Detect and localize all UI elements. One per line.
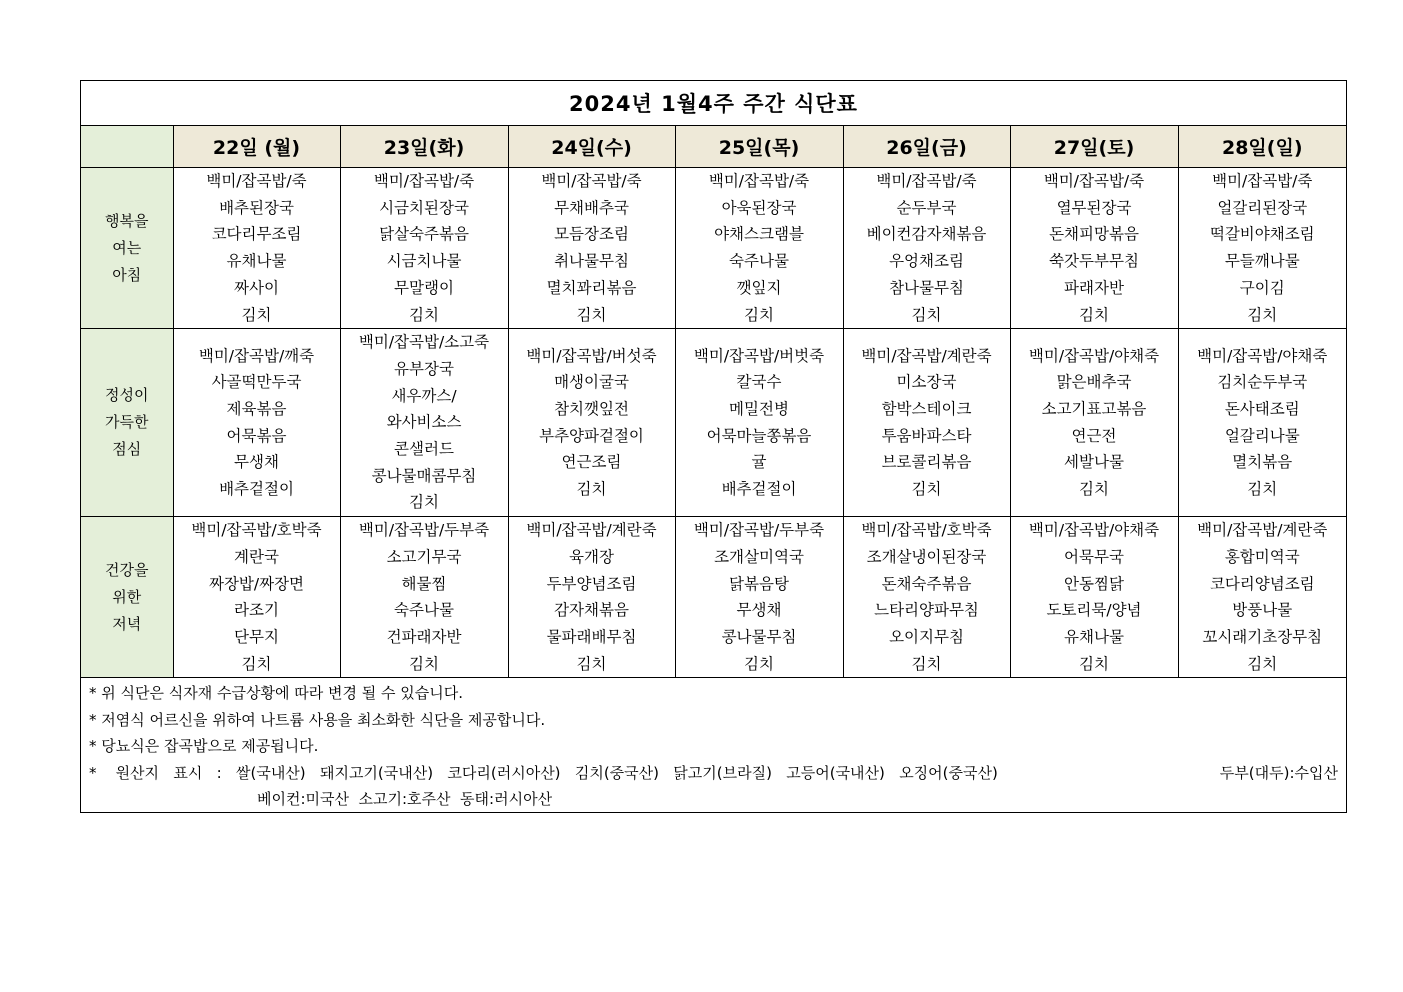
- day-header: 23일(화): [340, 126, 508, 168]
- page-title: 2024년 1월4주 주간 식단표: [81, 81, 1346, 126]
- menu-item: 김치: [911, 305, 942, 324]
- meal-label-line: 저녁: [112, 614, 142, 633]
- menu-item: 물파래배무침: [546, 627, 637, 646]
- menu-item: 백미/잡곡밥/버섯죽: [526, 346, 657, 365]
- menu-item: 얼갈리된장국: [1217, 198, 1308, 217]
- origin-text-right: 두부(대두):수입산: [1219, 763, 1338, 782]
- menu-item: 백미/잡곡밥/죽: [541, 172, 642, 190]
- menu-item: 어묵볶음: [226, 426, 287, 445]
- menu-item: 매생이굴국: [554, 373, 629, 392]
- menu-item: 제육볶음: [226, 399, 287, 418]
- menu-cell: [340, 168, 508, 329]
- header-corner: [81, 126, 173, 168]
- menu-item: 짜장밥/짜장면: [208, 574, 305, 593]
- meal-row-lunch: [81, 329, 1346, 517]
- menu-item: 방풍나물: [1232, 601, 1293, 620]
- note-line: * 위 식단은 식자재 수급상황에 따라 변경 될 수 있습니다.: [89, 684, 463, 703]
- origin-text: * 원산지 표시 : 쌀(국내산) 돼지고기(국내산) 코다리(러시아산) 김치(중국산) 닭고기(브라질) 고등어(국내산) 오징어(중국산): [89, 763, 998, 782]
- menu-item: 시금치나물: [386, 252, 462, 271]
- menu-cell: [508, 168, 675, 329]
- menu-item: 김치: [576, 305, 607, 324]
- menu-item: 백미/잡곡밥/죽: [373, 172, 475, 190]
- menu-cell: [843, 168, 1010, 329]
- menu-item: 해물찜: [401, 574, 447, 593]
- note-line: * 당뇨식은 잡곡밥으로 제공됩니다.: [89, 737, 319, 756]
- menu-item: 시금치된장국: [379, 198, 469, 217]
- menu-item: 김치: [1247, 305, 1278, 324]
- menu-item: 백미/잡곡밥/두부죽: [693, 521, 825, 540]
- menu-item: 감자채볶음: [554, 601, 629, 620]
- day-header: 28일(일): [1178, 126, 1346, 168]
- menu-item: 코다리무조림: [211, 225, 302, 244]
- menu-cell: [1010, 168, 1178, 329]
- menu-cell: [675, 517, 843, 678]
- menu-item: 백미/잡곡밥/죽: [1212, 172, 1313, 190]
- menu-item: 사골떡만두국: [211, 373, 302, 392]
- menu-item: 무말랭이: [394, 278, 454, 297]
- menu-item: 맑은배추국: [1056, 373, 1132, 392]
- menu-item: 멸치볶음: [1232, 453, 1293, 472]
- menu-item: 유채나물: [226, 252, 287, 271]
- menu-cell: [340, 329, 508, 517]
- menu-item: 백미/잡곡밥/호박죽: [861, 521, 992, 540]
- menu-item: 함박스테이크: [881, 399, 972, 418]
- menu-item: 육개장: [569, 547, 614, 566]
- menu-item: 도토리묵/양념: [1046, 601, 1142, 620]
- menu-item: 메밀전병: [729, 399, 789, 418]
- meal-label-line: 행복을: [105, 211, 149, 230]
- menu-item: 김치: [1079, 305, 1109, 324]
- day-header: 25일(목): [675, 126, 843, 168]
- menu-item: 김치: [911, 654, 942, 673]
- menu-item: 백미/잡곡밥/두부죽: [358, 521, 490, 540]
- menu-item: 배추겉절이: [219, 480, 294, 499]
- menu-item: 미소장국: [896, 373, 957, 392]
- menu-item: 느타리양파무침: [874, 601, 979, 620]
- menu-item: 참치깻잎전: [554, 399, 629, 418]
- menu-item: 백미/잡곡밥/죽: [1043, 172, 1145, 190]
- menu-item: 조개살미역국: [714, 547, 804, 566]
- menu-item: 소고기표고볶음: [1041, 399, 1147, 418]
- menu-item: 돈채숙주볶음: [881, 574, 972, 593]
- menu-item: 배추겉절이: [721, 480, 797, 499]
- menu-item: 백미/잡곡밥/버벗죽: [693, 346, 825, 365]
- menu-item: 칼국수: [736, 373, 782, 392]
- menu-item: 열무된장국: [1056, 198, 1132, 217]
- menu-item: 투움바파스타: [881, 426, 972, 445]
- menu-table: [81, 126, 1346, 678]
- menu-item: 오이지무침: [889, 627, 964, 646]
- menu-item: 쑥갓두부무침: [1049, 252, 1139, 271]
- menu-item: 건파래자반: [386, 627, 462, 646]
- menu-item: 김치: [1247, 480, 1278, 499]
- menu-item: 무생채: [736, 601, 782, 620]
- menu-item: 김치: [1079, 654, 1109, 673]
- menu-item: 꼬시래기초장무침: [1202, 627, 1323, 646]
- menu-item: 어묵마늘쫑볶음: [706, 426, 812, 445]
- menu-item: 숙주나물: [394, 601, 454, 620]
- menu-cell: [1178, 517, 1346, 678]
- menu-item: 두부양념조림: [546, 574, 637, 593]
- meal-label: [81, 329, 173, 517]
- menu-item: 숙주나물: [729, 252, 789, 271]
- menu-item: 김치: [241, 654, 272, 673]
- day-header: 26일(금): [843, 126, 1010, 168]
- menu-item: 우엉채조림: [889, 252, 964, 271]
- menu-cell: [1010, 517, 1178, 678]
- menu-item: 백미/잡곡밥/계란죽: [526, 521, 657, 540]
- menu-item: 김치: [576, 480, 607, 499]
- origin-line: [89, 760, 1346, 787]
- meal-label-line: 점심: [112, 440, 142, 459]
- menu-item: 김치: [1079, 480, 1109, 499]
- menu-cell: [508, 517, 675, 678]
- menu-item: 김치: [241, 305, 272, 324]
- menu-item: 어묵무국: [1064, 547, 1124, 566]
- menu-item: 무채배추국: [554, 198, 629, 217]
- menu-item: 무들깨나물: [1224, 252, 1300, 271]
- menu-item: 브로콜리볶음: [881, 453, 972, 472]
- menu-item: 소고기무국: [386, 547, 462, 566]
- meal-row-dinner: [81, 517, 1346, 678]
- menu-item: 백미/잡곡밥/깨죽: [198, 346, 315, 365]
- menu-cell: [173, 329, 340, 517]
- menu-item: 김치: [1247, 654, 1278, 673]
- menu-cell: [843, 517, 1010, 678]
- menu-item: 김치: [744, 305, 774, 324]
- origin-line-2: 베이컨:미국산 소고기:호주산 동태:러시아산: [257, 790, 553, 809]
- day-header: 22일 (월): [173, 126, 340, 168]
- day-header-row: [81, 126, 1346, 168]
- menu-item: 계란국: [234, 547, 279, 566]
- menu-item: 김치: [576, 654, 607, 673]
- menu-cell: [843, 329, 1010, 517]
- menu-item: 깻잎지: [736, 278, 782, 297]
- menu-item: 짜사이: [234, 278, 279, 297]
- meal-label-line: 아침: [112, 265, 142, 284]
- notes-section: [81, 678, 1346, 813]
- menu-item: 순두부국: [896, 198, 957, 217]
- menu-cell: [1178, 329, 1346, 517]
- note-line: * 저염식 어르신을 위하여 나트륨 사용을 최소화한 식단을 제공합니다.: [89, 710, 546, 729]
- menu-item: 백미/잡곡밥/야채죽: [1028, 521, 1160, 540]
- menu-cell: [173, 168, 340, 329]
- menu-cell: [1010, 329, 1178, 517]
- meal-label: [81, 517, 173, 678]
- menu-item: 콩나물매콤무침: [371, 466, 477, 485]
- menu-item: 얼갈리나물: [1224, 426, 1300, 445]
- menu-item: 연근조림: [561, 453, 622, 472]
- menu-item: 김치: [409, 493, 439, 512]
- menu-item: 닭볶음탕: [729, 574, 789, 593]
- menu-item: 백미/잡곡밥/죽: [708, 172, 810, 190]
- menu-item: 김치: [409, 305, 439, 324]
- menu-item: 취나물무침: [554, 252, 629, 271]
- menu-item: 연근전: [1071, 426, 1117, 445]
- menu-item: 베이컨감자채볶음: [866, 225, 987, 244]
- menu-item: 라조기: [234, 601, 279, 620]
- meal-label-line: 건강을: [105, 560, 149, 579]
- menu-item: 닭살숙주볶음: [379, 225, 469, 244]
- day-header: 27일(토): [1010, 126, 1178, 168]
- menu-cell: [173, 517, 340, 678]
- menu-item: 떡갈비야채조림: [1209, 225, 1315, 244]
- menu-item: 유부장국: [394, 359, 454, 378]
- menu-item: 콘샐러드: [394, 440, 454, 459]
- menu-item: 파래자반: [1064, 278, 1124, 297]
- menu-item: 콩나물무침: [721, 627, 797, 646]
- menu-item: 안동찜닭: [1064, 574, 1124, 593]
- menu-cell: [340, 517, 508, 678]
- menu-item: 유채나물: [1064, 627, 1124, 646]
- menu-item: 코다리양념조림: [1209, 574, 1315, 593]
- menu-item: 아욱된장국: [721, 198, 797, 217]
- menu-item: 구이김: [1239, 278, 1285, 297]
- menu-item: 돈채피망볶음: [1049, 225, 1139, 244]
- menu-item: 모듬장조림: [554, 225, 629, 244]
- menu-item: 멸치꽈리볶음: [546, 278, 637, 297]
- meal-label: [81, 168, 173, 329]
- day-header: 24일(수): [508, 126, 675, 168]
- meal-label-line: 정성이: [105, 386, 149, 405]
- menu-item: 홍합미역국: [1224, 547, 1300, 566]
- menu-item: 김치: [911, 480, 942, 499]
- menu-sheet: [80, 80, 1347, 813]
- menu-item: 와사비소스: [386, 413, 462, 432]
- menu-item: 조개살냉이된장국: [866, 547, 987, 566]
- menu-item: 야채스크램블: [714, 225, 804, 244]
- menu-item: 백미/잡곡밥/죽: [206, 172, 307, 190]
- menu-item: 백미/잡곡밥/계란죽: [861, 346, 992, 365]
- menu-item: 백미/잡곡밥/호박죽: [191, 521, 322, 540]
- meal-label-line: 가득한: [105, 413, 149, 432]
- menu-item: 참나물무침: [889, 278, 964, 297]
- menu-item: 김치: [744, 654, 774, 673]
- menu-item: 김치: [409, 654, 439, 673]
- meal-label-line: 여는: [112, 238, 142, 257]
- menu-item: 세발나물: [1064, 453, 1124, 472]
- menu-item: 백미/잡곡밥/죽: [876, 172, 977, 190]
- menu-item: 돈사태조림: [1224, 399, 1300, 418]
- meal-row-breakfast: [81, 168, 1346, 329]
- menu-item: 김치순두부국: [1217, 373, 1308, 392]
- menu-cell: [1178, 168, 1346, 329]
- menu-item: 배추된장국: [219, 198, 294, 217]
- menu-item: 귤: [751, 453, 767, 472]
- menu-cell: [508, 329, 675, 517]
- menu-item: 백미/잡곡밥/소고죽: [358, 333, 490, 352]
- menu-item: 백미/잡곡밥/계란죽: [1197, 521, 1328, 540]
- menu-cell: [675, 329, 843, 517]
- menu-cell: [675, 168, 843, 329]
- menu-item: 단무지: [234, 627, 279, 646]
- menu-item: 무생채: [234, 453, 279, 472]
- menu-item: 부추양파겉절이: [539, 426, 644, 445]
- menu-item: 백미/잡곡밥/야채죽: [1197, 346, 1328, 365]
- menu-item: 새우까스/: [391, 386, 457, 405]
- menu-item: 백미/잡곡밥/야채죽: [1028, 346, 1160, 365]
- meal-label-line: 위한: [112, 587, 142, 606]
